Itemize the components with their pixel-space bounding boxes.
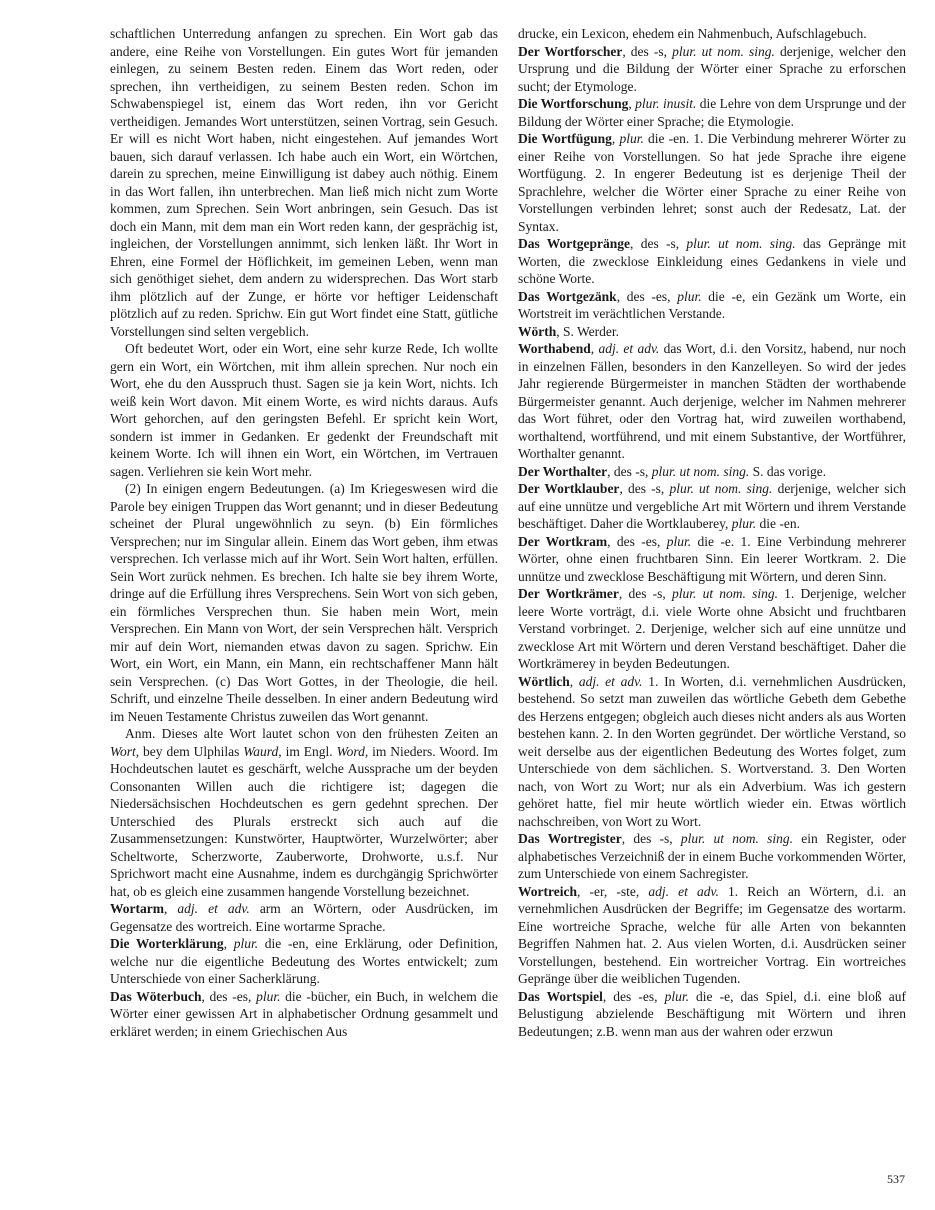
annotation-text: im Engl.	[281, 743, 337, 759]
entry-inflection: , des -s,	[607, 463, 652, 479]
annotation-word: Word,	[336, 743, 369, 759]
entry-headword: Der Worthalter	[518, 463, 608, 479]
annotation-text: bey dem Ulphilas	[139, 743, 244, 759]
entry-wortspiel	[518, 988, 906, 1041]
entry-definition: arm an Wörtern, oder Ausdrücken, im Gegensatze des wortreich. Eine wortarme Sprache.	[110, 901, 499, 934]
entry-wortklauber	[518, 480, 906, 533]
entry-headword: Das Wortspiel	[518, 988, 603, 1004]
entry-definition: die -en.	[756, 516, 800, 531]
page-number: 537	[887, 1172, 905, 1186]
entry-wortforscher	[518, 43, 906, 96]
entry-woertlich: Wörtlich, adj. et adv. 1. In Worten, d.i. vernehmlichen Ausdrücken, bestehend. So setzt man zuweilen das wörtliche Gebeth dem Gebethe des Herzens entgegen; obgleich auch dieses nicht anders als aus Worten bestehen kann. 2. In den Worten gegründet. Der wörtliche Verstand, so weit derselbe aus der eigentlichen Bedeutung des Wortes folget, zum Unterschiede von dem sächlichen. S. Wortverstand. 3. Den Worten nach, von Wort zu Wort; nur als ein Adverbium. Was ich gestern gehöret hatte, fiel mir heute wörtlich wieder ein. Etwas wörtlich nachschreiben, von Wort zu Wort.	[518, 673, 907, 829]
entry-headword: Wörth	[518, 323, 557, 339]
entry-wortforschung: Die Wortforschung, plur. inusit. die Lehre von dem Ursprunge und der Bildung der Wörter einer Sprache; die Etymologie.	[518, 96, 907, 129]
entry-grammar: plur. ut nom. sing.	[680, 831, 794, 846]
entry-headword: Worthabend	[518, 341, 591, 356]
entry-worthabend: Worthabend, adj. et adv. das Wort, d.i. den Vorsitz, habend, nur noch in einzelnen Fällen, besonders in den Kanzelleyen. So wird der jedes Jahr regierende Bürgermeister in manchen Städten der worthabende Bürgermeister genannt. Auch derjenige, welcher im Nahmen mehrerer das Wort führet, oder den Vortrag hat, wird zuweilen worthabend, worthaltend, wortführend, und mit einem Substantive, der Wortführer, Worthalter genannt.	[518, 341, 907, 461]
entry-wortreich	[518, 883, 906, 988]
entry-wortgepraenge	[518, 235, 906, 288]
entry-definition: 1. In Worten, d.i. vernehmlichen Ausdrücken, bestehend. So setzt man zuweilen das wörtliche Gebeth dem Gebethe des Herzens entgegen; obgleich auch dieses nicht anders als aus Worten bestehen kann. 2. In den Worten gegründet. Der wörtliche Verstand, so weit derselbe aus der eigentlichen Bedeutung des Wortes folget, zum Unterschiede von dem sächlichen. S. Wortverstand. 3. Den Worten nach, von Wort zu Wort; nur als ein Adverbium. Was ich gestern gehöret hatte, fiel mir heute wörtlich wieder ein. Etwas wörtlich nachschreiben, von Wort zu Wort.	[518, 673, 907, 829]
entry-worterklaerung: Die Worterklärung, plur. die -en, eine Erklärung, oder Definition, welche nur die eigentliche Bedeutung des Wortes entwickelt; zum Unterschiede von einer Sacherklärung.	[110, 936, 498, 986]
entry-inflection: , des -s,	[622, 43, 673, 59]
entry-headword: Der Wortklauber	[518, 481, 620, 496]
entry-headword: Das Wortgezänk	[518, 288, 617, 304]
entry-definition: die -bücher, ein Buch, in welchem die Wörter einer gewissen Art in alphabetischer Ordnung gesammelt und erkläret werden; in einem Griechischen Aus	[110, 988, 498, 1039]
entry-definition: die -e, das Spiel, d.i. eine bloß auf Belustigung abzielende Beschäftigung mit Wörtern und ihren Bedeutungen; z.B. wenn man aus der wahren oder erzwun	[518, 988, 906, 1039]
entry-grammar: plur.	[677, 288, 702, 304]
entry-grammar: plur.	[233, 936, 259, 951]
annotation-word: Waurd,	[243, 743, 282, 759]
entry-wortfuegung: Die Wortfügung, plur. die -en. 1. Die Verbindung mehrerer Wörter zu einer Reihe von Vorstellungen. So hat jede Sprache ihre eigene Wortfügung. 2. In engerer Bedeutung ist es derjenige Theil der Sprachlehre, welcher die Wörter einer Sprache zu einer Reihe von Vorstellungen verbinden lehret; sonst auch der Redesatz, Lat. der Syntax.	[518, 131, 906, 234]
entry-wortkraemer	[518, 585, 906, 673]
entry-definition: die -e. 1. Eine Verbindung mehrerer Wörter, ohne einen fruchtbaren Sinn. Ein leerer Wortkram. 2. Die unnütze und zwecklose Beschäftigung mit Wörtern, und deren Sinn.	[518, 533, 906, 584]
entry-grammar: adj. et adv.	[598, 341, 660, 356]
entry-headword: Der Wortkrämer	[518, 586, 619, 601]
entry-definition: derjenige, welcher sich auf eine unnütze und vergebliche Art mit Wörtern und ihrem Verstande beschäftiget. Daher die Wortklauberey,	[518, 481, 906, 531]
entry-grammar: plur. ut nom. sing.	[672, 43, 775, 59]
entry-inflection: , des -es,	[607, 533, 667, 549]
entry-woerth	[518, 323, 906, 341]
entry-grammar: plur. ut nom. sing.	[669, 481, 773, 496]
entry-headword: Der Wortforscher	[518, 43, 623, 59]
entry-headword: Wortarm	[110, 901, 164, 916]
entry-wortkram	[518, 533, 906, 586]
entry-headword: Das Wortgepränge	[518, 236, 631, 251]
entry-worthalter	[518, 463, 906, 481]
entry-definition: die Lehre von dem Ursprunge und der Bildung der Wörter einer Sprache; die Etymologie.	[518, 96, 907, 129]
entry-inflection: , des -s,	[619, 481, 670, 496]
entry-definition: 1. Reich an Wörtern, d.i. an vernehmlichen Ausdrücken der Begriffe; im Gegensatze des wortarm. Eine wortreiche Sprache, welche für alle Arten von bekannten Begriffen Nahmen hat. 2. Aus vielen Worten, d.i. Ausdrücken seiner Vorstellungen, bestehend. Ein wortreicher Vortrag. Ein wortreiches Gepränge über die weiblichen Tugenden.	[518, 883, 906, 986]
entry-headword: Die Wortfügung	[518, 131, 612, 146]
entry-grammar: adj. et adv.	[648, 883, 719, 899]
continuation-paragraph: schaftlichen Unterredung anfangen zu sprechen. Ein Wort gab das andere, eine Reihe von Vorstellungen. Ein gutes Wort für jemanden einlegen, zu seinem Besten reden. Einem das Wort reden, oder sprechen, ihn vertheidigen, zu seinem Besten reden. Schon im Schwabenspiegel ist, einem das Wort reden, ihn vor Gericht vertheidigen. Jemandes Wort unterstützen, seinen Vortrag, sein Gesuch. Er will es nicht Wort haben, nicht eingestehen. Auf jemandes Wort bauen, sich darauf verlassen. Ich habe auch ein Wort, ein Wörtchen, darein zu sprechen, meine Einwilligung ist dabey auch nöthig. Einem in das Wort fallen, ihn unterbrechen. Man ließ mich nicht zum Worte kommen, zum Sprechen. Sein Wort anbringen, sein Gesuch. Das ist doch ein Mann, mit dem man ein Wort reden kann, der gesprächig ist, ingleichen, der Vorstellungen annimmt, sich lenken läßt. Ihr Wort in Ehren, eine Formel der Höflichkeit, im gemeinen Leben, wenn man sich genöthiget siehet, dem andern zu widersprechen. Das Wort starb ihm plötzlich auf der Zunge, er hörte vor heftiger Leidenschaft plötzlich auf zu reden. Sprichw. Ein gut Wort findet eine Statt, gütliche Vorstellungen sind selten vergeblich.	[110, 26, 498, 339]
entry-grammar: plur. ut nom. sing.	[686, 236, 796, 251]
entry-wortgezaenk	[518, 288, 906, 323]
entry-headword: Die Worterklärung	[110, 936, 224, 951]
entry-grammar: adj. et adv.	[177, 901, 250, 916]
entry-inflection: , -er, -ste,	[576, 883, 649, 899]
entry-grammar: plur.	[619, 131, 644, 146]
paragraph-short-speech: Oft bedeutet Wort, oder ein Wort, eine sehr kurze Rede, Ich wollte gern ein Wort, ein Wörtchen, mit ihm allein sprechen. Nur noch ein Wort, ehe du den Ausspruch thust. Sagen sie ja kein Wort, nichts. Ich weiß kein Wort davon. Mit einem Worte, es wird nichts daraus. Aufs Wort gehorchen, auf den geringsten Befehl. Er spricht kein Wort, sondern ist immer in Gedanken. Er gedenkt der Freundschaft mit keinem Worte. Ich will ihnen ein Wort, ein Wörtchen, im Vertrauen sagen. Verliehren sie kein Wort mehr.	[110, 341, 498, 479]
paragraph-narrow-meanings: (2) In einigen engern Bedeutungen. (a) Im Kriegeswesen wird die Parole bey einigen Truppen das Wort genannt; und in dieser Bedeutung scheinet der Plural ungewöhnlich zu seyn. (b) Ein förmliches Versprechen; nur im Singular allein. Einem das Wort geben, ihm etwas versprechen. Ich verlasse mich auf ihr Wort. Sein Wort halten, erfüllen. Sein Wort zurück nehmen. Es brechen. Ich halte sie bey ihrem Worte, dringe auf die Erfüllung ihres Versprechens. Sein Wort von sich geben, ein förmliches Versprechen thun. Sie haben mein Wort, mein Versprechen. Ein Mann von Wort, der sein Versprechen hält. Versprich mir auf dein Wort, niemanden etwas davon zu sagen. Sprichw. Ein Wort, ein Wort, ein Mann, ein Mann, ein rechtschaffener Mann hält sein Versprechen. (c) Das Wort Gottes, in der Theologie, die heil. Schrift, und einzelne Theile desselben. In einer andern Bedeutung wird im Neuen Testamente Christus zuweilen das Wort genannt.	[110, 481, 498, 724]
entry-grammar: plur.	[256, 988, 281, 1004]
entry-grammar: adj. et adv.	[578, 673, 643, 689]
entry-wortregister	[518, 830, 906, 883]
entry-grammar: plur.	[731, 516, 757, 531]
entry-grammar: plur. inusit.	[635, 96, 697, 111]
entry-inflection: , des -s,	[621, 831, 681, 846]
entry-definition: das Wort, d.i. den Vorsitz, habend, nur noch in einzelnen Fällen, besonders in den Kanzelleyen. So wird der jedes Jahr regierende Bürgermeister in manchen Städten der worthabende Bürgermeister genannt. Auch derjenige, welcher im Nahmen mehrerer das Wort führet, oder den Vortrag hat, wird zuweilen worthabend, worthaltend, wortführend, und mit einem Substantive, der Wortführer, Worthalter genannt.	[518, 341, 907, 461]
entry-definition: 1. Derjenige, welcher leere Worte vorträgt, d.i. viele Worte ohne Absicht und fruchtbaren Verstand vorbringet. 2. Derjenige, welcher sich auf eine unnütze und zwecklose Art mit Wörtern und deren Verstand beschäftiget. Daher die Wortkrämerey in beyden Bedeutungen.	[518, 586, 906, 671]
annotation-text: Anm. Dieses alte Wort lautet schon von den frühesten Zeiten an	[125, 726, 498, 741]
entry-wortarm: Wortarm, adj. et adv. arm an Wörtern, oder Ausdrücken, im Gegensatze des wortreich. Eine wortarme Sprache.	[110, 901, 499, 934]
entry-grammar: plur.	[664, 988, 689, 1004]
entry-definition: ein Register, oder alphabetisches Verzeichniß der in einem Buche vorkommenden Wörter, zum Unterschiede von einem Sachregister.	[518, 831, 907, 881]
entry-grammar: plur.	[666, 533, 692, 549]
annotation-word: Wort,	[110, 743, 140, 759]
entry-headword: Das Wortregister	[518, 831, 622, 846]
entry-grammar: plur. ut nom. sing.	[651, 463, 750, 479]
entry-definition: derjenige, welcher den Ursprung und die Bildung der Wörter einer Sprache zu erforschen sucht; der Etymologe.	[518, 43, 907, 94]
entry-inflection: , des -es,	[616, 288, 678, 304]
entry-inflection: , des -s,	[630, 236, 687, 251]
entry-headword: Die Wortforschung	[518, 96, 629, 111]
entry-inflection: , des -es,	[201, 988, 257, 1004]
entry-headword: Wörtlich	[518, 673, 570, 689]
right-column	[518, 25, 906, 1040]
entry-inflection: , des -es,	[602, 988, 665, 1004]
entry-definition: das Gepränge mit Worten, die zwecklose Einkleidung eines Gedankens in viele und schöne Worte.	[518, 236, 907, 286]
entry-definition: , S. Werder.	[556, 323, 620, 339]
entry-grammar: plur. ut nom. sing.	[672, 586, 778, 601]
entry-headword: Der Wortkram	[518, 533, 608, 549]
annotation-text: im Nieders. Woord. Im Hochdeutschen lautet es geschärft, welche Aussprache um der beyden Consonanten Willen auch die richtigere ist; dagegen die Niedersächsischen Hochdeutschen es gern gedehnt sprechen. Der Unterschied des Plurals erstreckt sich auch auf die Zusammensetzungen: Kunstwörter, Hauptwörter, Wurzelwörter; aber Scheltworte, Scherzworte, Zauberworte, Drohworte, u.s.f. Nur Sprichwort macht eine Ausnahme, indem es durchgängig Sprichwörter hat, ob es gleich eine zusammen hangende Vorstellung bezeichnet.	[110, 743, 499, 899]
entry-headword: Das Wöterbuch	[110, 988, 202, 1004]
entry-definition: die -en, eine Erklärung, oder Definition, welche nur die eigentliche Bedeutung des Wortes entwickelt; zum Unterschiede von einer Sacherklärung.	[110, 936, 498, 986]
annotation-paragraph	[110, 725, 498, 900]
continuation-line: drucke, ein Lexicon, ehedem ein Nahmenbuch, Aufschlagebuch.	[518, 26, 867, 41]
entry-woerterbuch	[110, 988, 498, 1041]
left-column	[110, 25, 498, 1040]
entry-inflection: , des -s,	[618, 586, 672, 601]
entry-definition: S. das vorige.	[749, 463, 827, 479]
entry-headword: Wortreich	[518, 883, 577, 899]
entry-definition: die -e, ein Gezänk um Worte, ein Wortstreit im verächtlichen Verstande.	[518, 288, 906, 321]
entry-definition: die -en. 1. Die Verbindung mehrerer Wörter zu einer Reihe von Vorstellungen. So hat jede Sprache ihre eigene Wortfügung. 2. In engerer Bedeutung ist es derjenige Theil der Sprachlehre, welcher die Wörter einer Sprache zu einer Reihe von Vorstellungen verbinden lehret; sonst auch der Redesatz, Lat. der Syntax.	[518, 131, 906, 234]
